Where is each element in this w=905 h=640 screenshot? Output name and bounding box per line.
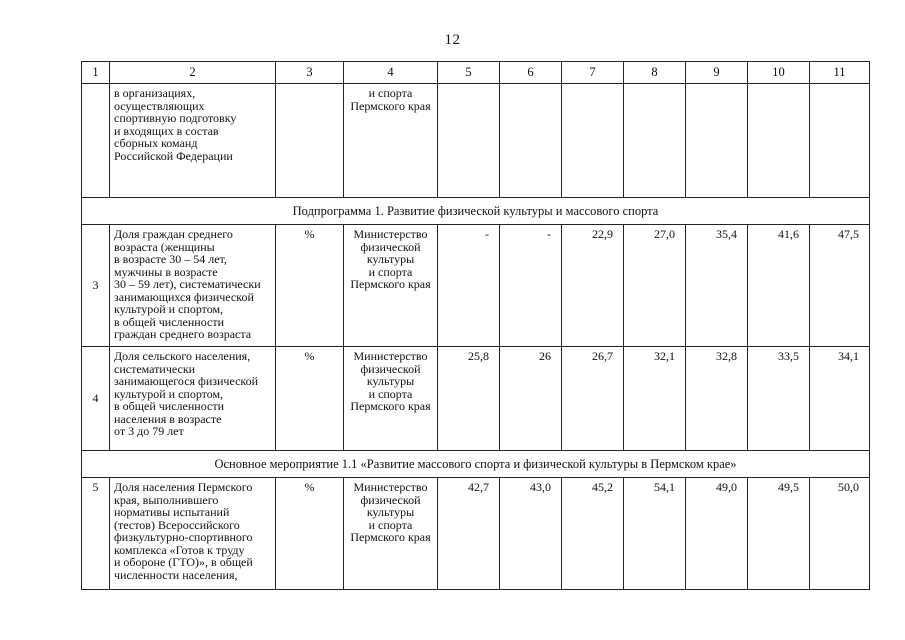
value-cell: - xyxy=(438,225,500,347)
value-cell: 22,9 xyxy=(562,225,624,347)
value-cell xyxy=(810,84,870,198)
indicator-description: Доля сельского населения, систематически занимающегося физической культурой и спортом, в общей численности населения в возрасте от 3 до 79 лет xyxy=(110,347,276,451)
value-cell: 41,6 xyxy=(748,225,810,347)
column-header: 11 xyxy=(810,62,870,84)
column-header: 10 xyxy=(748,62,810,84)
column-header: 9 xyxy=(686,62,748,84)
table-row xyxy=(82,347,870,451)
column-header: 4 xyxy=(344,62,438,84)
column-header: 6 xyxy=(500,62,562,84)
indicator-description: в организациях, осуществляющих спортивную подготовку и входящих в состав сборных команд Российской Федерации xyxy=(110,84,276,198)
column-header: 5 xyxy=(438,62,500,84)
indicators-table xyxy=(81,61,870,590)
value-cell: 47,5 xyxy=(810,225,870,347)
main-activity-title: Основное мероприятие 1.1 «Развитие массового спорта и физической культуры в Пермском крае» xyxy=(82,451,870,478)
subprogram-row xyxy=(82,198,870,225)
value-cell: 26 xyxy=(500,347,562,451)
value-cell: 34,1 xyxy=(810,347,870,451)
page-number: 12 xyxy=(444,32,461,48)
column-header: 8 xyxy=(624,62,686,84)
column-number-row xyxy=(82,62,870,84)
table-row xyxy=(82,478,870,590)
value-cell xyxy=(500,84,562,198)
value-cell: 49,0 xyxy=(686,478,748,590)
value-cell xyxy=(624,84,686,198)
executor-cell: Министерство физической культуры и спорта Пермского края xyxy=(344,478,438,590)
unit-cell: % xyxy=(276,347,344,451)
value-cell: 32,1 xyxy=(624,347,686,451)
row-number: 3 xyxy=(82,225,110,347)
executor-cell: Министерство физической культуры и спорта Пермского края xyxy=(344,347,438,451)
row-number: 5 xyxy=(82,478,110,590)
value-cell: 42,7 xyxy=(438,478,500,590)
value-cell: - xyxy=(500,225,562,347)
value-cell: 32,8 xyxy=(686,347,748,451)
value-cell: 35,4 xyxy=(686,225,748,347)
table-row xyxy=(82,225,870,347)
unit-cell xyxy=(276,84,344,198)
unit-cell: % xyxy=(276,478,344,590)
executor-cell: и спорта Пермского края xyxy=(344,84,438,198)
subprogram-title: Подпрограмма 1. Развитие физической культуры и массового спорта xyxy=(82,198,870,225)
value-cell: 25,8 xyxy=(438,347,500,451)
value-cell: 26,7 xyxy=(562,347,624,451)
row-number: 4 xyxy=(82,347,110,451)
row-number xyxy=(82,84,110,198)
column-header: 7 xyxy=(562,62,624,84)
indicator-description: Доля граждан среднего возраста (женщины в возрасте 30 – 54 лет, мужчины в возрасте 30 – 59 лет), систематически занимающихся физической культурой и спортом, в общей численности граждан среднего возраста xyxy=(110,225,276,347)
executor-cell: Министерство физической культуры и спорта Пермского края xyxy=(344,225,438,347)
value-cell: 49,5 xyxy=(748,478,810,590)
unit-cell: % xyxy=(276,225,344,347)
value-cell xyxy=(562,84,624,198)
column-header: 1 xyxy=(82,62,110,84)
column-header: 2 xyxy=(110,62,276,84)
continuation-row xyxy=(82,84,870,198)
value-cell: 50,0 xyxy=(810,478,870,590)
value-cell xyxy=(686,84,748,198)
value-cell: 43,0 xyxy=(500,478,562,590)
value-cell xyxy=(748,84,810,198)
main-activity-row xyxy=(82,451,870,478)
value-cell: 27,0 xyxy=(624,225,686,347)
value-cell: 45,2 xyxy=(562,478,624,590)
value-cell: 33,5 xyxy=(748,347,810,451)
value-cell: 54,1 xyxy=(624,478,686,590)
value-cell xyxy=(438,84,500,198)
indicator-description: Доля населения Пермского края, выполнившего нормативы испытаний (тестов) Всероссийского физкультурно-спортивного комплекса «Готов к труду и обороне (ГТО)», в общей численности населения, xyxy=(110,478,276,590)
column-header: 3 xyxy=(276,62,344,84)
